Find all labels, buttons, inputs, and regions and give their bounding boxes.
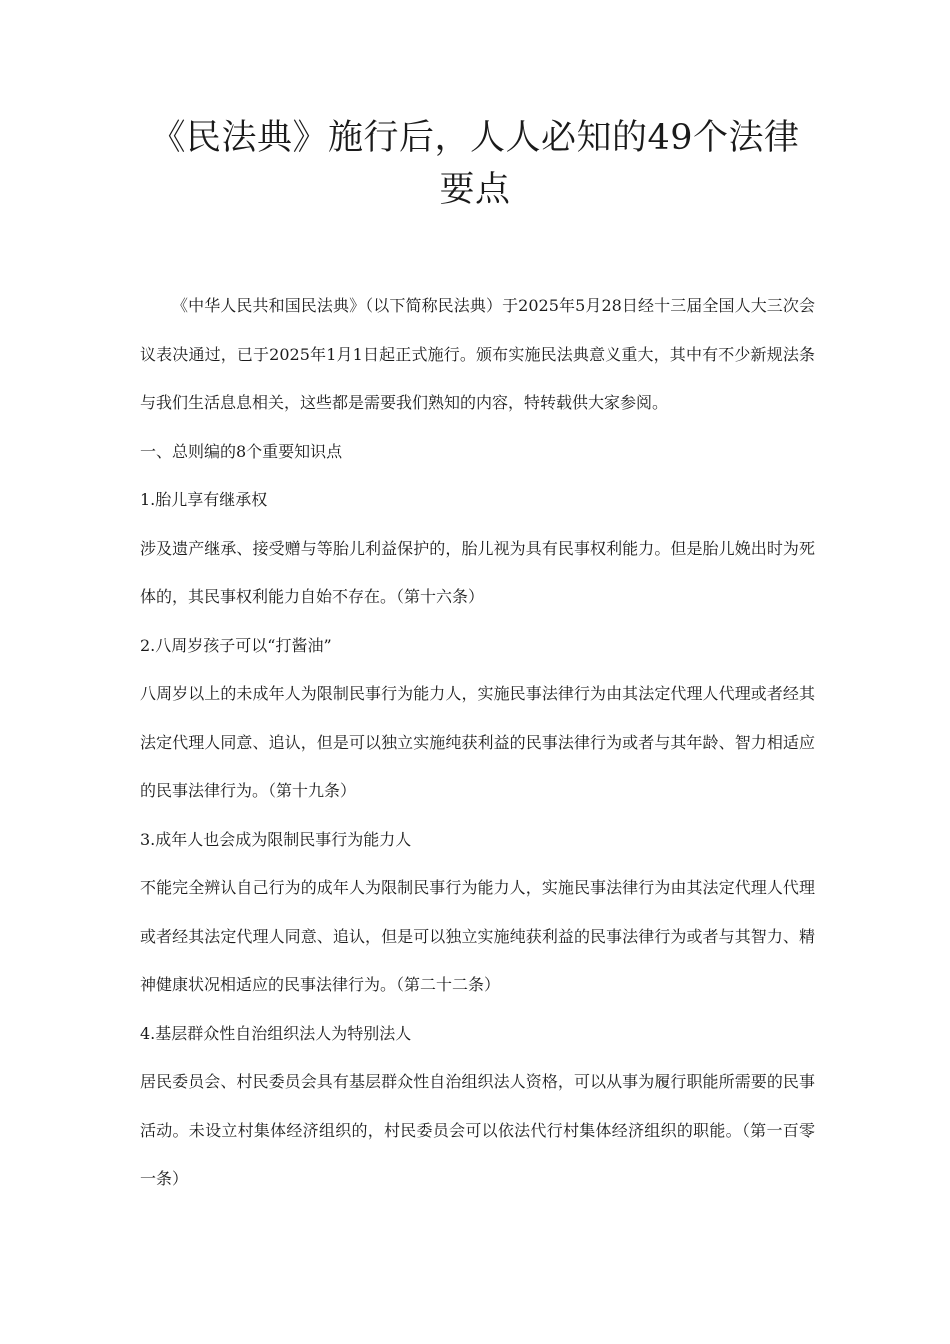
title-line-1: 《民法典》施行后，人人必知的49个法律 [150, 118, 800, 158]
point-heading-4: 4.基层群众性自治组织法人为特别法人 [140, 1023, 412, 1043]
intro-paragraph: 《中华人民共和国民法典》（以下简称民法典）于2025年5月28日经十三届全国人大三次会议表决通过，已于2025年1月1日起正式施行。颁布实施民法典意义重大，其中有不少新规法条与我们生活息息相关，这些都是需要我们熟知的内容，特转载供大家参阅。 [140, 296, 815, 412]
point-body-1: 涉及遗产继承、接受赠与等胎儿利益保护的，胎儿视为具有民事权利能力。但是胎儿娩出时为死体的，其民事权利能力自始不存在。（第十六条） [140, 538, 815, 606]
document-body [140, 282, 815, 1204]
point-body-4: 居民委员会、村民委员会具有基层群众性自治组织法人资格，可以从事为履行职能所需要的民事活动。未设立村集体经济组织的，村民委员会可以依法代行村集体经济组织的职能。（第一百零一条） [140, 1072, 815, 1188]
title-line-2: 要点 [439, 170, 511, 210]
point-heading-3: 3.成年人也会成为限制民事行为能力人 [140, 829, 412, 849]
point-body-2: 八周岁以上的未成年人为限制民事行为能力人，实施民事法律行为由其法定代理人代理或者经其法定代理人同意、追认，但是可以独立实施纯获利益的民事法律行为或者与其年龄、智力相适应的民事法律行为。（第十九条） [140, 684, 815, 800]
point-heading-1: 1.胎儿享有继承权 [140, 490, 268, 509]
section-heading-general-provisions: 一、总则编的8个重要知识点 [140, 441, 343, 461]
point-heading-2: 2.八周岁孩子可以“打酱油” [140, 635, 332, 655]
document-title [140, 112, 810, 216]
point-body-3: 不能完全辨认自己行为的成年人为限制民事行为能力人，实施民事法律行为由其法定代理人代理或者经其法定代理人同意、追认，但是可以独立实施纯获利益的民事法律行为或者与其智力、精神健康状况相适应的民事法律行为。（第二十二条） [140, 878, 815, 994]
